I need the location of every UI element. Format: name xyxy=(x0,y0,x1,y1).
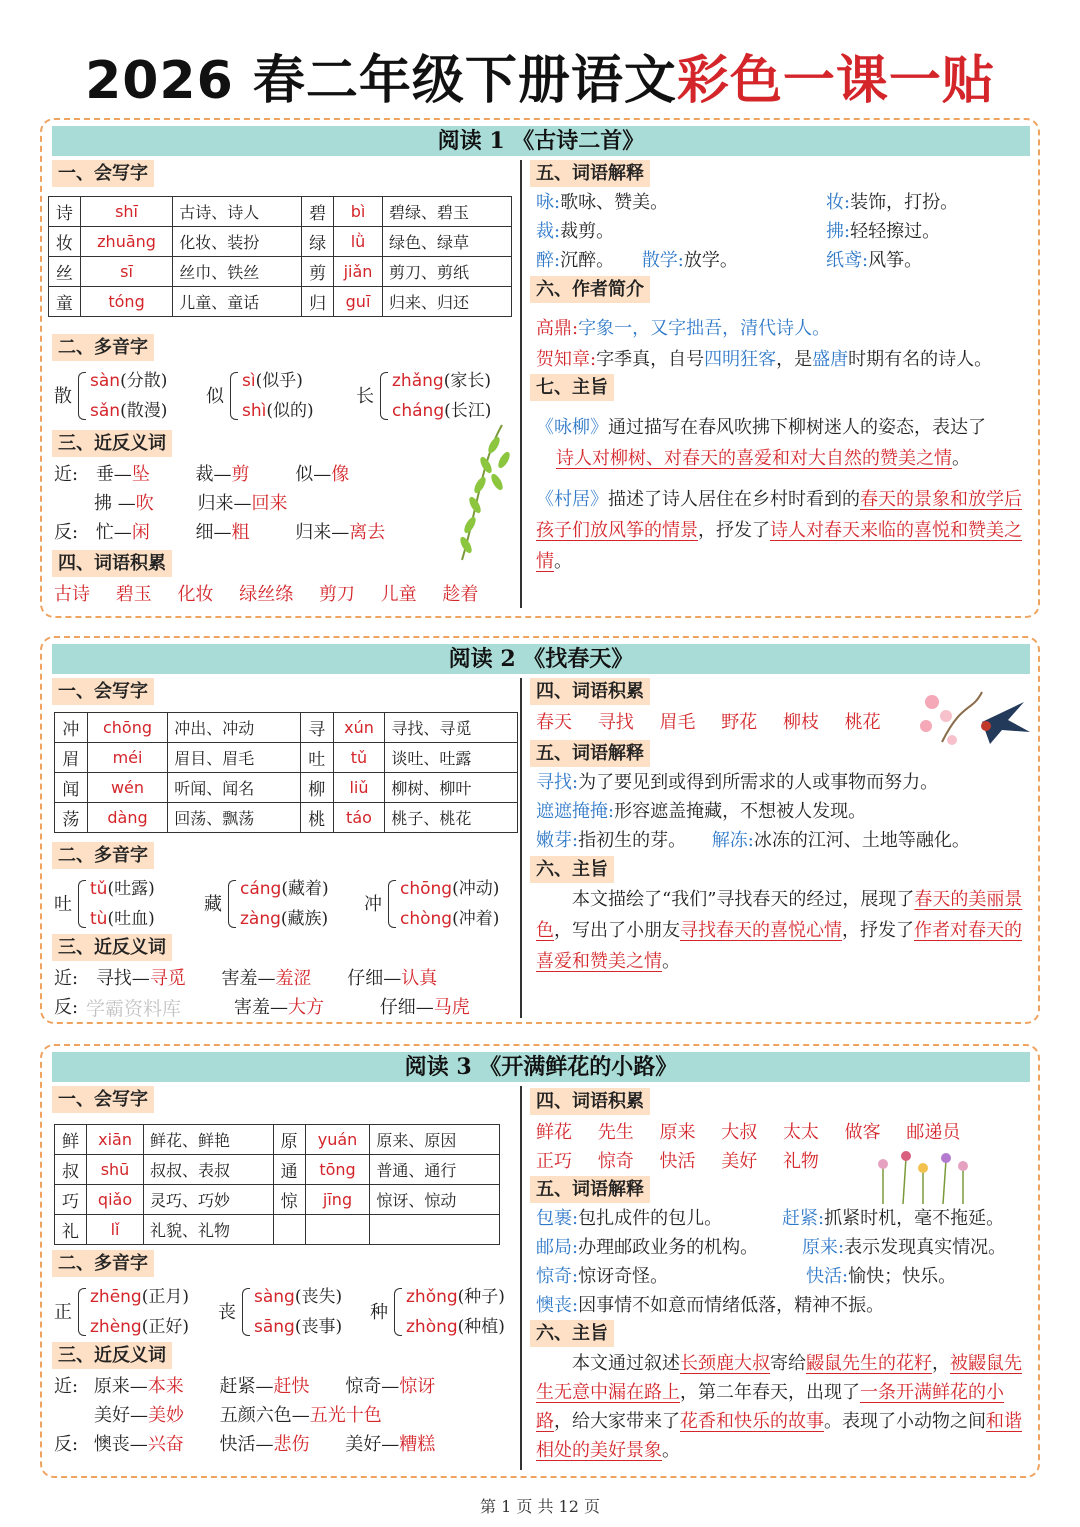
theme-paragraph: 本文通过叙述长颈鹿大叔寄给鼹鼠先生的花籽，被鼹鼠先生无意中漏在路上，第二年春天，出现了一条开满鲜花的小路，给大家带来了花香和快乐的故事。表现了小动物之间和谐相处的美好景象。 xyxy=(536,1353,1022,1461)
polyphone-char: 似 xyxy=(206,386,224,407)
reading-1: sì(似乎) xyxy=(242,371,303,391)
words-cell: 鲜花、鲜艳 xyxy=(144,1125,274,1155)
reading-2: shì(似的) xyxy=(242,401,314,421)
pinyin-cell: táo xyxy=(333,803,385,833)
char-cell: 妆 xyxy=(49,227,81,257)
explanation-row: 惊奇:惊讶奇怪。 xyxy=(536,1266,669,1287)
polyphone-item xyxy=(218,1282,368,1342)
pinyin-cell: yuán xyxy=(305,1125,370,1155)
lesson3-header: 阅读 3 《开满鲜花的小路》 xyxy=(52,1052,1030,1082)
polyphone-char: 种 xyxy=(370,1302,388,1323)
explanation-row: 拂:轻轻擦过。 xyxy=(826,221,941,242)
words-cell: 丝巾、铁丝 xyxy=(173,257,302,287)
pinyin-cell: xiān xyxy=(87,1125,144,1155)
willow-icon xyxy=(442,420,512,570)
reading-2: zhèng(正好) xyxy=(90,1317,189,1337)
lesson1-header: 阅读 1 《古诗二首》 xyxy=(52,126,1030,156)
reading-2: zhòng(种植) xyxy=(406,1317,505,1337)
section-heading: 三、近反义词 xyxy=(52,934,172,961)
char-cell: 诗 xyxy=(49,197,81,227)
pinyin-cell: zhuāng xyxy=(80,227,172,257)
pinyin-cell: guī xyxy=(334,287,383,317)
words-cell: 礼貌、礼物 xyxy=(144,1215,274,1245)
reading-2: sǎn(散漫) xyxy=(90,401,168,421)
reading-1: cáng(藏着) xyxy=(240,879,329,899)
words-cell: 眉目、眉毛 xyxy=(168,743,301,773)
page-footer: 第 1 页 共 12 页 xyxy=(480,1497,600,1516)
words-cell: 桃子、桃花 xyxy=(385,803,518,833)
reading-1: chōng(冲动) xyxy=(400,879,500,899)
words-cell: 谈吐、吐露 xyxy=(385,743,518,773)
words-cell: 儿童、童话 xyxy=(173,287,302,317)
explanation-row: 裁:裁剪。 xyxy=(536,221,615,242)
author-row: 高鼎:字象一，又字拙吾，清代诗人。 xyxy=(536,318,831,339)
polyphone-item xyxy=(54,874,204,934)
brace xyxy=(230,372,238,420)
explanation-row: 懊丧:因事情不如意而情绪低落，精神不振。 xyxy=(536,1295,885,1316)
pinyin-cell: chōng xyxy=(87,713,167,743)
char-cell xyxy=(273,1215,305,1245)
pinyin-cell: shī xyxy=(80,197,172,227)
theme-paragraph: 本文描绘了“我们”寻找春天的经过，展现了春天的美丽景色，写出了小朋友寻找春天的喜悦心情，抒发了作者对春天的喜爱和赞美之情。 xyxy=(536,889,1023,972)
explanation-row: 包裹:包扎成件的包儿。 xyxy=(536,1208,723,1229)
section-heading: 四、词语积累 xyxy=(530,1088,650,1115)
author-row: 贺知章:字季真，自号四明狂客，是盛唐时期有名的诗人。 xyxy=(536,349,993,370)
swallow-icon xyxy=(912,682,1032,762)
section-heading: 三、近反义词 xyxy=(52,1342,172,1369)
section-heading: 五、词语解释 xyxy=(530,160,650,187)
pinyin-cell: jiǎn xyxy=(334,257,383,287)
explanation-row: 嫩芽:指初生的芽。 解冻:冰冻的江河、土地等融化。 xyxy=(536,830,970,851)
pinyin-cell: tōng xyxy=(305,1155,370,1185)
polyphone-item xyxy=(364,874,514,934)
pinyin-cell xyxy=(305,1215,370,1245)
brace xyxy=(78,1288,86,1336)
table-row xyxy=(55,1215,500,1245)
section-heading: 六、主旨 xyxy=(530,1320,614,1347)
words-cell: 冲出、冲动 xyxy=(168,713,301,743)
char-cell: 碧 xyxy=(302,197,334,227)
section-heading: 六、主旨 xyxy=(530,856,614,883)
flowers-icon xyxy=(868,1146,978,1206)
char-cell: 剪 xyxy=(302,257,334,287)
synonym-row: 拂 —吹 归来—回来 xyxy=(94,493,288,514)
lesson2-header: 阅读 2 《找春天》 xyxy=(52,644,1030,674)
table-row xyxy=(55,713,518,743)
brace xyxy=(228,880,236,928)
words-cell: 绿色、绿草 xyxy=(383,227,512,257)
reading-2: sāng(丧事) xyxy=(254,1317,343,1337)
table-row xyxy=(55,1185,500,1215)
words-cell: 剪刀、剪纸 xyxy=(383,257,512,287)
title-main: 2026 春二年级下册语文 xyxy=(85,51,677,111)
polyphone-item xyxy=(204,874,354,934)
table-row xyxy=(49,257,512,287)
section-heading: 四、词语积累 xyxy=(52,550,172,577)
char-cell: 吐 xyxy=(300,743,333,773)
column-divider xyxy=(520,1086,522,1470)
char-cell: 叔 xyxy=(55,1155,87,1185)
reading-2: chòng(冲着) xyxy=(400,909,500,929)
pinyin-cell: jīng xyxy=(305,1185,370,1215)
watermark: 学霸资料库 xyxy=(86,998,182,1020)
title-highlight: 彩色一课一贴 xyxy=(676,51,995,111)
table-row xyxy=(49,227,512,257)
table-row xyxy=(55,773,518,803)
section-heading: 五、词语解释 xyxy=(530,1176,650,1203)
section-heading: 三、近反义词 xyxy=(52,430,172,457)
polyphone-char: 藏 xyxy=(204,894,222,915)
polyphone-char: 丧 xyxy=(218,1302,236,1323)
char-cell: 丝 xyxy=(49,257,81,287)
antonym-row: 害羞—大方 仔细—马虎 xyxy=(234,997,470,1018)
char-cell: 原 xyxy=(273,1125,305,1155)
word-list: 春天 寻找 眉毛 野花 柳枝 桃花 xyxy=(536,712,881,733)
table-row xyxy=(55,803,518,833)
words-cell: 原来、原因 xyxy=(370,1125,500,1155)
lesson1-card xyxy=(40,118,1040,618)
antonym-row: 反: xyxy=(54,997,79,1018)
explanation-row: 妆:装饰，打扮。 xyxy=(826,192,959,213)
words-cell xyxy=(370,1215,500,1245)
lesson3-card xyxy=(40,1044,1040,1478)
reading-1: tǔ(吐露) xyxy=(90,879,155,899)
table-row xyxy=(55,743,518,773)
pinyin-cell: sī xyxy=(80,257,172,287)
explanation-row: 咏:歌咏、赞美。 xyxy=(536,192,669,213)
pinyin-cell: tǔ xyxy=(333,743,385,773)
explanation-row: 遮遮掩掩:形容遮盖掩藏，不想被人发现。 xyxy=(536,801,867,822)
brace xyxy=(78,880,86,928)
brace xyxy=(394,1288,402,1336)
explanation-row: 快活:愉快；快乐。 xyxy=(806,1266,957,1287)
words-cell: 听闻、闻名 xyxy=(168,773,301,803)
polyphone-char: 正 xyxy=(54,1302,72,1323)
section-heading: 二、多音字 xyxy=(52,334,154,361)
pinyin-cell: wén xyxy=(87,773,167,803)
pinyin-cell: bì xyxy=(334,197,383,227)
reading-1: zhēng(正月) xyxy=(90,1287,189,1307)
page-title xyxy=(0,38,1080,113)
explanation-row: 赶紧:抓紧时机，毫不拖延。 xyxy=(782,1208,1005,1229)
char-cell: 绿 xyxy=(302,227,334,257)
theme-paragraph: 《咏柳》通过描写在春风吹拂下柳树迷人的姿态，表达了 诗人对柳树、对春天的喜爱和对大自然的赞美之情。 xyxy=(536,417,986,469)
word-list: 鲜花 先生 原来 大叔 太太 做客 邮递员 xyxy=(536,1122,961,1143)
explanation-row: 原来:表示发现真实情况。 xyxy=(802,1237,1007,1258)
section-heading: 一、会写字 xyxy=(52,160,154,187)
section-heading: 七、主旨 xyxy=(530,374,614,401)
polyphone-item xyxy=(206,366,356,426)
char-cell: 惊 xyxy=(273,1185,305,1215)
table-row xyxy=(49,197,512,227)
pinyin-cell: dàng xyxy=(87,803,167,833)
reading-1: zhǒng(种子) xyxy=(406,1287,505,1307)
pinyin-cell: lǐ xyxy=(87,1215,144,1245)
pinyin-cell: lǜ xyxy=(334,227,383,257)
brace xyxy=(242,1288,250,1336)
words-cell: 回荡、飘荡 xyxy=(168,803,301,833)
antonym-row: 反: 懊丧—兴奋 快活—悲伤 美好—糟糕 xyxy=(54,1434,436,1455)
char-cell: 冲 xyxy=(55,713,88,743)
explanation-row: 纸鸢:风筝。 xyxy=(826,250,923,271)
antonym-row: 反: 忙—闲 细—粗 归来—离去 xyxy=(54,522,386,543)
words-cell: 惊讶、惊动 xyxy=(370,1185,500,1215)
explanation-row: 寻找:为了要见到或得到所需求的人或事物而努力。 xyxy=(536,772,939,793)
words-cell: 寻找、寻觅 xyxy=(385,713,518,743)
char-cell: 柳 xyxy=(300,773,333,803)
table-row xyxy=(55,1125,500,1155)
synonym-row: 美好—美妙 五颜六色—五光十色 xyxy=(94,1405,382,1426)
pinyin-cell: xún xyxy=(333,713,385,743)
section-heading: 一、会写字 xyxy=(52,1086,154,1113)
pinyin-cell: qiǎo xyxy=(87,1185,144,1215)
explanation-row: 醉:沉醉。 散学:放学。 xyxy=(536,250,738,271)
char-table xyxy=(48,196,512,317)
reading-2: zàng(藏族) xyxy=(240,909,329,929)
column-divider xyxy=(520,678,522,1018)
polyphone-char: 冲 xyxy=(364,894,382,915)
char-cell: 童 xyxy=(49,287,81,317)
char-cell: 礼 xyxy=(55,1215,87,1245)
polyphone-item xyxy=(54,1282,204,1342)
synonym-row: 近: 原来—本来 赶紧—赶快 惊奇—惊讶 xyxy=(54,1376,436,1397)
word-list: 古诗 碧玉 化妆 绿丝绦 剪刀 儿童 趁着 xyxy=(54,584,479,605)
words-cell: 古诗、诗人 xyxy=(173,197,302,227)
pinyin-cell: shū xyxy=(87,1155,144,1185)
reading-2: cháng(长江) xyxy=(392,401,492,421)
char-cell: 荡 xyxy=(55,803,88,833)
polyphone-char: 散 xyxy=(54,386,72,407)
column-divider xyxy=(520,160,522,608)
char-table xyxy=(54,1124,500,1245)
reading-1: zhǎng(家长) xyxy=(392,371,491,391)
pinyin-cell: tóng xyxy=(80,287,172,317)
brace xyxy=(78,372,86,420)
theme-paragraph: 《村居》描述了诗人居住在乡村时看到的春天的景象和放学后孩子们放风筝的情景，抒发了诗人对春天来临的喜悦和赞美之情。 xyxy=(536,489,1022,572)
section-heading: 二、多音字 xyxy=(52,842,154,869)
section-heading: 一、会写字 xyxy=(52,678,154,705)
section-heading: 五、词语解释 xyxy=(530,740,650,767)
synonym-row: 近: 垂—坠 裁—剪 似—像 xyxy=(54,464,350,485)
words-cell: 化妆、装扮 xyxy=(173,227,302,257)
polyphone-item xyxy=(54,366,204,426)
brace xyxy=(388,880,396,928)
char-cell: 闻 xyxy=(55,773,88,803)
reading-2: tù(吐血) xyxy=(90,909,155,929)
char-cell: 巧 xyxy=(55,1185,87,1215)
polyphone-char: 吐 xyxy=(54,894,72,915)
char-cell: 桃 xyxy=(300,803,333,833)
word-list: 正巧 惊奇 快活 美好 礼物 xyxy=(536,1151,819,1172)
words-cell: 柳树、柳叶 xyxy=(385,773,518,803)
reading-1: sàn(分散) xyxy=(90,371,168,391)
pinyin-cell: méi xyxy=(87,743,167,773)
words-cell: 普通、通行 xyxy=(370,1155,500,1185)
section-heading: 二、多音字 xyxy=(52,1250,154,1277)
polyphone-char: 长 xyxy=(356,386,374,407)
explanation-row: 邮局:办理邮政业务的机构。 xyxy=(536,1237,759,1258)
pinyin-cell: liǔ xyxy=(333,773,385,803)
words-cell: 灵巧、巧妙 xyxy=(144,1185,274,1215)
lesson2-card xyxy=(40,636,1040,1024)
words-cell: 归来、归还 xyxy=(383,287,512,317)
brace xyxy=(380,372,388,420)
char-cell: 通 xyxy=(273,1155,305,1185)
polyphone-item xyxy=(356,366,506,426)
char-cell: 寻 xyxy=(300,713,333,743)
table-row xyxy=(55,1155,500,1185)
table-row xyxy=(49,287,512,317)
section-heading: 四、词语积累 xyxy=(530,678,650,705)
synonym-row: 近: 寻找—寻觅 害羞—羞涩 仔细—认真 xyxy=(54,968,438,989)
char-cell: 鲜 xyxy=(55,1125,87,1155)
section-heading: 六、作者简介 xyxy=(530,276,650,303)
reading-1: sàng(丧失) xyxy=(254,1287,343,1307)
char-cell: 眉 xyxy=(55,743,88,773)
words-cell: 碧绿、碧玉 xyxy=(383,197,512,227)
words-cell: 叔叔、表叔 xyxy=(144,1155,274,1185)
char-table xyxy=(54,712,518,833)
polyphone-item xyxy=(370,1282,520,1342)
char-cell: 归 xyxy=(302,287,334,317)
